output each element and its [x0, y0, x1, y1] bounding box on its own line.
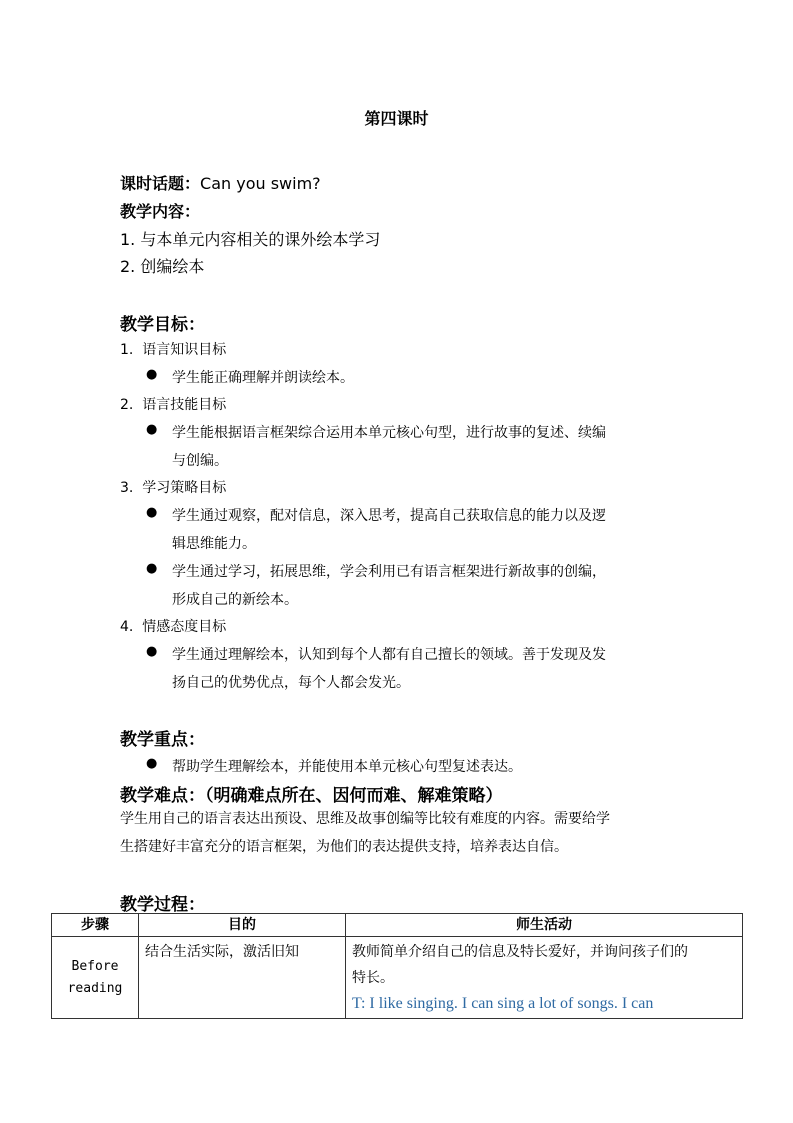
bullet-item-continuation: 扬自己的优势优点，每个人都会发光。 — [172, 675, 410, 691]
bullet-item: ● 学生能正确理解并朗读绘本。 — [146, 367, 354, 386]
objective-group-title: 4. 情感态度目标 — [120, 619, 227, 635]
bullet-item: ● 帮助学生理解绘本，并能使用本单元核心句型复述表达。 — [146, 756, 522, 775]
process-table — [51, 913, 743, 1019]
objectives-heading: 教学目标： — [120, 315, 205, 335]
table-header-row — [52, 914, 743, 937]
objective-group-title: 2. 语言技能目标 — [120, 397, 227, 413]
difficulties-text: 学生用自己的语言表达出预设、思维及故事创编等比较有难度的内容。需要给学 — [120, 811, 610, 827]
key-points-heading: 教学重点： — [120, 730, 205, 750]
stage-cell: Before reading — [52, 937, 139, 1019]
difficulties-heading: 教学难点：（明确难点所在、因何而难、解难策略） — [120, 786, 503, 806]
column-header: 师生活动 — [346, 914, 743, 937]
bullet-dot-icon: ● — [146, 756, 158, 771]
difficulties-text: 生搭建好丰富充分的语言框架，为他们的表达提供支持，培养表达自信。 — [120, 839, 568, 855]
content-item: 1. 与本单元内容相关的课外绘本学习 — [120, 230, 381, 249]
purpose-cell: 结合生活实际，激活旧知 — [139, 937, 346, 1019]
objective-group-title: 3. 学习策略目标 — [120, 480, 227, 496]
lesson-topic — [120, 171, 321, 194]
column-header: 目的 — [139, 914, 346, 937]
english-dialogue: T: I like singing. I can sing a lot of songs. I can — [352, 995, 654, 1012]
bullet-item: ● 学生能根据语言框架综合运用本单元核心句型，进行故事的复述、续编 — [146, 422, 606, 441]
table-row — [52, 937, 743, 1019]
bullet-item-continuation: 形成自己的新绘本。 — [172, 592, 298, 608]
bullet-item: ● 学生通过学习，拓展思维，学会利用已有语言框架进行新故事的创编， — [146, 561, 606, 580]
bullet-dot-icon: ● — [146, 367, 158, 382]
process-heading: 教学过程： — [120, 895, 205, 915]
content-label: 教学内容： — [120, 202, 201, 221]
objective-group-title: 1. 语言知识目标 — [120, 342, 227, 358]
activity-cell: 教师简单介绍自己的信息及特长爱好，并询问孩子们的 特长。 T: I like singing. I can sing a lot of songs. I can — [346, 937, 743, 1019]
bullet-dot-icon: ● — [146, 422, 158, 437]
bullet-dot-icon: ● — [146, 644, 158, 659]
bullet-item-continuation: 与创编。 — [172, 453, 228, 469]
bullet-item-continuation: 辑思维能力。 — [172, 536, 256, 552]
bullet-item: ● 学生通过观察，配对信息，深入思考，提高自己获取信息的能力以及逻 — [146, 505, 606, 524]
bullet-dot-icon: ● — [146, 505, 158, 520]
page-title: 第四课时 — [364, 109, 429, 128]
bullet-item: ● 学生通过理解绘本，认知到每个人都有自己擅长的领域。善于发现及发 — [146, 644, 606, 663]
topic-label: 课时话题： — [120, 174, 201, 193]
topic-value: Can you swim? — [200, 174, 321, 193]
content-item: 2. 创编绘本 — [120, 257, 205, 276]
bullet-dot-icon: ● — [146, 561, 158, 576]
column-header: 步骤 — [52, 914, 139, 937]
